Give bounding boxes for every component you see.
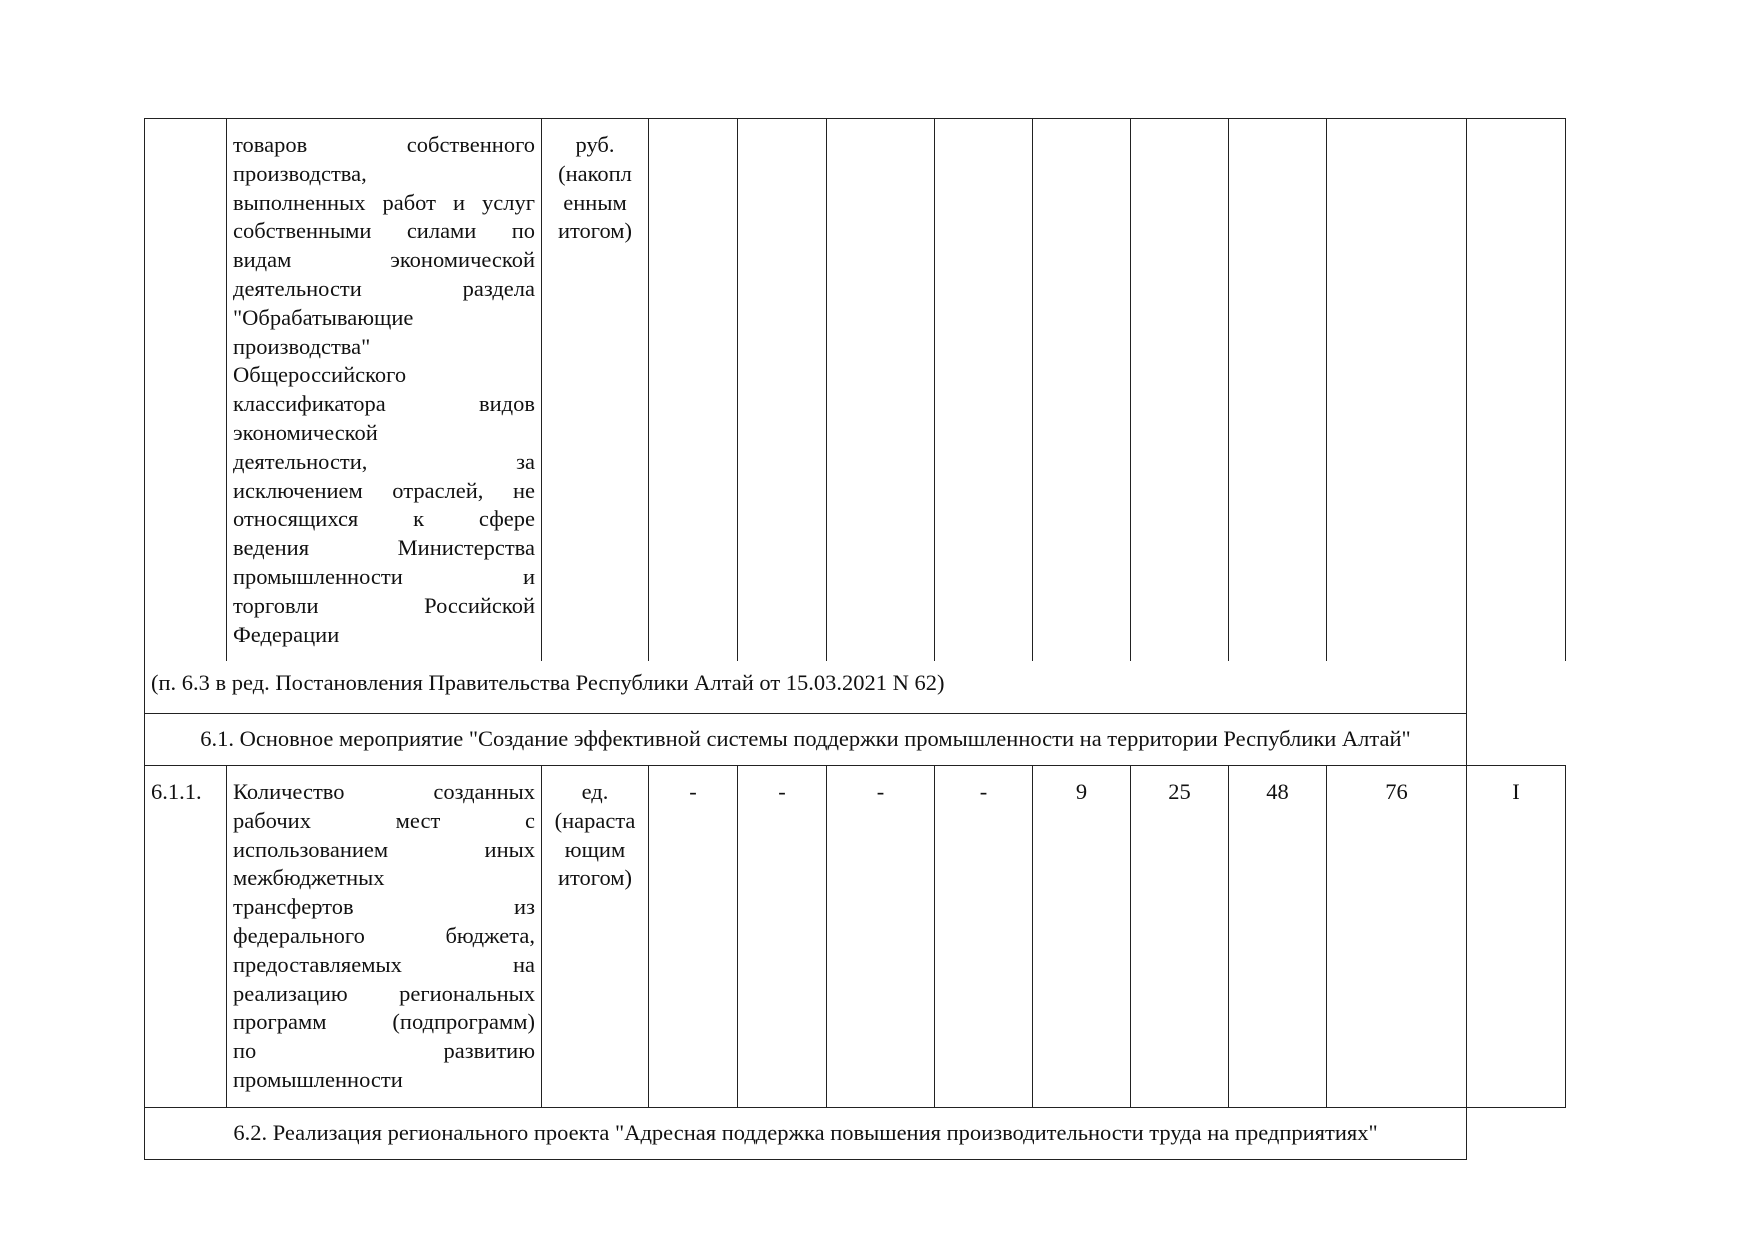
unit-cell [542, 119, 649, 661]
row-code-cell: 6.1.1. [145, 766, 227, 1108]
description-line: товаров собственного [233, 132, 535, 157]
section-header-row [145, 714, 1566, 766]
table-row [145, 119, 1566, 661]
description-line: исключением отраслей, не [233, 477, 535, 503]
section-title: 6.2. Реализация регионального проекта "Адресная поддержка повышения производительности труда на предприятиях" [145, 1108, 1467, 1160]
value-cell: 25 [1131, 766, 1229, 1108]
description-line: деятельности, за [233, 448, 535, 474]
description-line: ведения Министерства [233, 535, 535, 561]
unit-line: (нараста [554, 807, 636, 833]
value-cell: - [935, 766, 1033, 1108]
table-row [145, 766, 1566, 1108]
amendment-note: (п. 6.3 в ред. Постановления Правительства Республики Алтай от 15.03.2021 N 62) [145, 661, 1467, 714]
description-line: Федерации [233, 621, 340, 647]
description-line: собственными силами по [233, 218, 535, 244]
unit-cell [542, 766, 649, 1108]
description-line: трансфертов из [233, 894, 535, 920]
description-line: межбюджетных [233, 865, 385, 891]
description-line: предоставляемых на [233, 951, 535, 977]
unit-line: ющим [564, 836, 626, 862]
document-page [144, 118, 1566, 1155]
value-cell: 9 [1033, 766, 1131, 1108]
description-line: "Обрабатывающие [233, 304, 414, 330]
unit-line: ед. [581, 779, 609, 804]
description-line: относящихся к сфере [233, 506, 535, 532]
description-line: промышленности [233, 1066, 403, 1092]
indicator-description-cell [227, 766, 542, 1108]
description-line: выполненных работ и услуг [233, 189, 535, 215]
value-cell [1467, 119, 1566, 661]
unit-line: енным [563, 189, 627, 215]
value-cell: - [649, 766, 738, 1108]
value-cell [738, 119, 827, 661]
unit-line: итогом) [557, 865, 633, 891]
description-line: Общероссийского [233, 362, 407, 388]
value-cell [1327, 119, 1467, 661]
description-line: видам экономической [233, 247, 535, 273]
description-line: Количество созданных [233, 779, 535, 804]
amendment-note-row [145, 661, 1566, 714]
description-line: экономической [233, 419, 378, 445]
description-line: рабочих мест с [233, 807, 535, 833]
value-cell: - [827, 766, 935, 1108]
indicators-table [144, 118, 1566, 1160]
value-cell [1131, 119, 1229, 661]
description-line: торговли Российской [233, 592, 535, 618]
description-line: промышленности и [233, 563, 535, 589]
value-cell: I [1467, 766, 1566, 1108]
description-line: производства" [233, 333, 371, 359]
description-line: реализацию региональных [233, 980, 535, 1006]
value-cell: 48 [1229, 766, 1327, 1108]
description-line: программ (подпрограмм) [233, 1009, 535, 1035]
description-line: использованием иных [233, 836, 535, 862]
description-line: производства, [233, 160, 367, 186]
row-code-cell [145, 119, 227, 661]
value-cell [1229, 119, 1327, 661]
description-line: по развитию [233, 1038, 535, 1064]
value-cell [649, 119, 738, 661]
description-line: федерального бюджета, [233, 922, 535, 948]
description-line: классификатора видов [233, 391, 535, 417]
description-line: деятельности раздела [233, 275, 535, 301]
value-cell: 76 [1327, 766, 1467, 1108]
value-cell [1033, 119, 1131, 661]
unit-line: (накопл [558, 160, 632, 186]
value-cell [935, 119, 1033, 661]
value-cell: - [738, 766, 827, 1108]
unit-line: руб. [575, 132, 615, 157]
indicator-description-cell [227, 119, 542, 661]
section-header-row [145, 1108, 1566, 1160]
section-title: 6.1. Основное мероприятие "Создание эффективной системы поддержки промышленности на территории Республики Алтай" [145, 714, 1467, 766]
value-cell [827, 119, 935, 661]
unit-line: итогом) [557, 218, 633, 244]
